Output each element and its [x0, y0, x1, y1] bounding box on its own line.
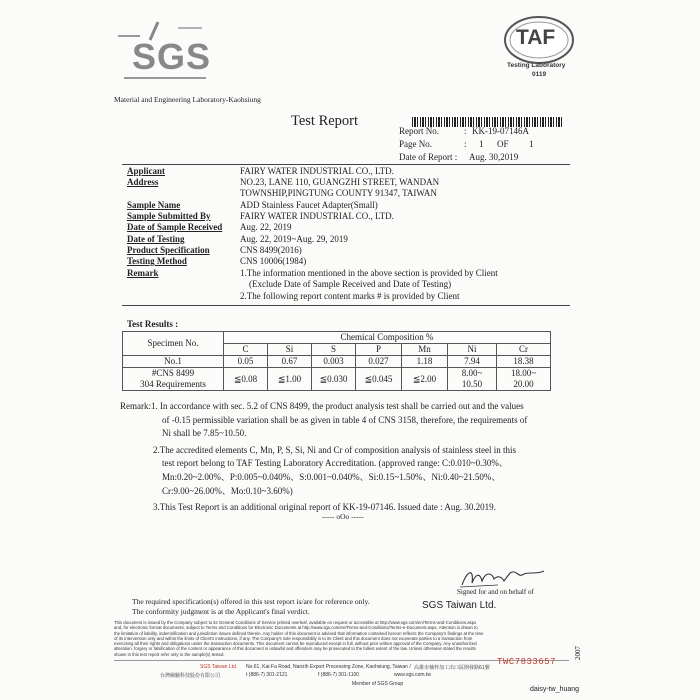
report-no-label: Report No. [399, 126, 439, 136]
footer-tel: t (886-7) 301-2121 [246, 672, 288, 678]
remark-label: Remark [127, 268, 159, 278]
footer-company: SGS Taiwan Ltd. [200, 664, 238, 670]
results-table [122, 331, 551, 391]
footer-address: No.61, Kai-Fa Road, Nanzih Export Processing Zone, Kaohsiung, Taiwan / [246, 664, 411, 670]
date-testing-label: Date of Testing [127, 234, 185, 244]
requirement-cell: ≦2.00 [402, 368, 448, 391]
result-cell: 0.027 [356, 356, 402, 368]
report-no: KK-19-07146A [472, 126, 529, 136]
fine-print-line: alteration, forgery or falsification of the content or appearance of this document is unlawful and offenders may be prosecuted to the fullest extent of the law. Unless otherwise stated the results [114, 646, 476, 652]
remark-3: 3.This Test Report is an additional original report of KK-19-07146. Issued date : Aug. 30.2019. [153, 502, 496, 513]
footer-fax: f (886-7) 301-1100 [318, 672, 360, 678]
remark-2-line-1: 2.The accredited elements C, Mn, P, S, Si, Ni and Cr of composition analysis of stainless steel in this [153, 444, 516, 455]
result-cell: 18.38 [497, 356, 551, 368]
page-no: 1 [479, 139, 484, 149]
form-year: 2007 [574, 646, 582, 660]
requirement-cell: ≦1.00 [268, 368, 312, 391]
remark-1-line-2: of -0.15 permissible variation shall be as given in table 4 of CNS 3158, therefore, the requirements of [162, 414, 528, 425]
fine-print-line: the limitation of liability, indemnification and jurisdiction issues defined therein. Any holder of this document is advised that information contained hereon reflects the Company's findings at the time [114, 630, 484, 636]
result-cell: 1.18 [402, 356, 448, 368]
element-header: C [224, 344, 268, 356]
fields-divider [122, 305, 570, 306]
footer-address-cn: 高雄市楠梓加工出口區開發路61號 [414, 665, 490, 671]
fine-print-line: of its intervention only and within the limits of Client's instructions, if any. The Company's sole responsibility is to its Client and this document does not exonerate parties to a transaction from [114, 635, 473, 641]
result-cell: 0.003 [312, 356, 356, 368]
lab-name: Material and Engineering Laboratory-Kaohsiung [114, 95, 261, 104]
composition-header: Chemical Composition % [224, 332, 551, 344]
product-spec-value: CNS 8499(2016) [240, 245, 302, 255]
requirement-cell: ≦0.08 [224, 368, 268, 391]
requirement-name-1: #CNS 8499 [151, 368, 195, 378]
element-header: Ni [448, 344, 497, 356]
results-heading: Test Results : [127, 319, 179, 329]
requirement-cell: ≦0.030 [312, 368, 356, 391]
footer-company-cn: 台灣檢驗科技股份有限公司 [160, 673, 221, 679]
requirement-ni-min: 8.00~ [461, 368, 483, 378]
remark-2-line-3: Mn:0.20~2.00%、P:0.005~0.040%、S:0.001~0.040%、Si:0.15~1.50%、Ni:0.40~21.50%、 [162, 471, 501, 482]
fine-print-line: This document is issued by the Company subject to its General Conditions of Service printed overleaf, available on request or accessible at http://www.sgs.com/en/Terms-and-Conditions.aspx [114, 620, 477, 625]
requirement-cr-min: 18.00~ [510, 368, 537, 378]
element-header: Cr [497, 344, 551, 356]
disclaimer-1: The required specification(s) offered in this test report is/are for reference only. [132, 597, 370, 606]
of-label: OF [497, 139, 509, 149]
footer-web: www.sgs.com.tw [394, 672, 431, 678]
result-cell: 0.67 [268, 356, 312, 368]
specimen-name: No.1 [123, 356, 224, 368]
remark-1-line-3: Ni shall be 7.85~10.50. [162, 428, 247, 439]
address-label: Address [127, 177, 159, 187]
element-header: P [356, 344, 402, 356]
specimen-header: Specimen No. [123, 332, 224, 356]
remark-1b: (Exclude Date of Sample Received and Date of Testing) [249, 279, 452, 289]
element-header: Mn [402, 344, 448, 356]
date-received-value: Aug. 22, 2019 [240, 222, 292, 232]
date-testing-value: Aug. 22, 2019~Aug. 29, 2019 [240, 234, 348, 244]
element-header: Si [268, 344, 312, 356]
fine-print-line: exercising all their rights and obligations under the transaction documents. This document cannot be reproduced except in full, without prior written approval of the Company. Any unauthorized [114, 641, 477, 647]
report-date: Aug. 30,2019 [469, 152, 519, 162]
remark-1: 1.The information mentioned in the above section is provided by Client [240, 268, 498, 278]
element-header: S [312, 344, 356, 356]
header-divider [122, 164, 570, 165]
date-label: Date of Report : [399, 152, 458, 162]
taf-logo-text: TAF [516, 26, 556, 49]
address-line-1: NO.23, LANE 110, GUANGZHI STREET, WANDAN [240, 177, 440, 187]
taf-number: 0119 [532, 71, 547, 78]
remark-2-line-2: test report belong to TAF Testing Laboratory Accreditation. (approved range: C:0.010~0.30%、 [162, 458, 508, 469]
sgs-logo-text: SGS [132, 36, 212, 77]
submitted-by-value: FAIRY WATER INDUSTRIAL CO., LTD. [240, 211, 394, 221]
applicant-label: Applicant [127, 166, 166, 176]
requirement-cell: ≦0.045 [356, 368, 402, 391]
address-line-2: TOWNSHIP,PINGTUNG COUNTY 91347, TAIWAN [240, 188, 437, 198]
date-received-label: Date of Sample Received [127, 222, 223, 232]
requirement-cell [448, 368, 497, 391]
product-spec-label: Product Specification [127, 245, 210, 255]
sample-name-label: Sample Name [127, 200, 181, 210]
page-title: Test Report [291, 113, 359, 129]
requirement-name-2: 304 Requirements [140, 379, 206, 389]
disclaimer-2: The conformity judgment is at the Applicant's final verdict. [132, 607, 310, 616]
requirement-ni-max: 10.50 [461, 379, 483, 389]
applicant-value: FAIRY WATER INDUSTRIAL CO., LTD. [240, 166, 394, 176]
signed-for: Signed for and on behalf of [457, 588, 534, 596]
testing-method-value: CNS 10006(1984) [240, 256, 307, 266]
signatory-company: SGS Taiwan Ltd. [422, 600, 497, 611]
submitted-by-label: Sample Submitted By [127, 211, 211, 221]
requirement-name [123, 368, 224, 391]
remark-2: 2.The following report content marks # is provided by Client [240, 291, 460, 301]
remark-1-line-1: Remark:1. In accordance with sec. 5.2 of CNS 8499, the product analysis test shall be carried out and the values [120, 401, 524, 411]
result-cell: 0.05 [224, 356, 268, 368]
requirement-cell [497, 368, 551, 391]
page-total: 1 [529, 139, 534, 149]
footer-initials: daisy-tw_huang [530, 686, 580, 693]
test-report-page: SGS TAF Testing Laboratory 0119 Material and Engineering Laboratory-Kaohsiung Test Report Report No. : KK-19-07146A Page No. : 1 OF 1 Date of Report : Aug. 30,2019 Applicant FAIRY WATER INDUSTRIAL CO., LTD. Address NO.23, LANE 110, GUANGZHI STREET, WANDAN TOWNSHIP,PINGTUNG COUNTY 91347, TAIWAN Sample Name ADD Stainless Faucet Adapter(Small) Sample Submitted By FAIRY WATER INDUSTRIAL CO., LTD. Date of Sample Received Aug. 22, 2019 Date of Testing Aug. 22, 2019~Aug. 29, 2019 Product Specification CNS 8499(2016) Testing Method CNS 10006(1984) Remark 1.The information mentioned in the above section is provided by Client (Exclude Date of Sample Received and Date of Testing) 2.The following report content marks # is provided by Client Test Results : Specimen No. Chemical Composition % C Si S P Mn Ni Cr No.1 0.05 0.67 0.003 0.027 1.18 7.94 18.38 #CNS 8499 304 Requirements ≦0.08 ≦1.00 ≦0.030 ≦0.045 ≦2.00 8.00~ 10.50 18.00~ 20.00 Remark:1. In accordance with sec. 5.2 of CNS 8499, the product analysis test shall be carried out and the values of -0.15 permissible variation shall be as given in table 4 of CNS 3158, therefore, the requirements of Ni shall be 7.85~10.50. 2.The accredited elements C, Mn, P, S, Si, Ni and Cr of composition analysis of stainless steel in this test report belong to TAF Testing Laboratory Accreditation. (approved range: C:0.010~0.30%、 Mn:0.20~2.00%、P:0.005~0.040%、S:0.001~0.040%、Si:0.15~1.50%、Ni:0.40~21.50%、 Cr:9.00~26.00%、Mo:0.10~3.60%) 3.This Test Report is an additional original report of KK-19-07146. Issued date : Aug. 30.2019. ----- oOo ----- Signed for and on behalf of SGS Taiwan Ltd. The required specification(s) offered in this test report is/are for reference only. The conformity judgment is at the Applicant's final verdict. This document is issued by the Company subject to its General Conditions of Service printed overleaf, available on request or accessible at http://www.sgs.com/en/Terms-and-Conditions.aspx and, for electronic format documents, subject to Terms and Conditions for Electronic Documents at http://www.sgs.com/en/Terms-and-Conditions/Terms-e-Document.aspx. Attention is drawn to the limitation of liability, indemnification and jurisdiction issues defined therein. Any holder of this document is advised that information contained hereon reflects the Company's findings at the time of its intervention only and within the limits of Client's instructions, if any. The Company's sole responsibility is to its Client and this document does not exonerate parties to a transaction from exercising all their rights and obligations under the transaction documents. This document cannot be reproduced except in full, without prior written approval of the Company. Any unauthorized alteration, forgery or falsification of the content or appearance of this document is unlawful and offenders may be prosecuted to the fullest extent of the law. Unless otherwise stated the results shown in this test report refer only to the sample(s) tested. SGS Taiwan Ltd. 台灣檢驗科技股份有限公司 No.61, Kai-Fa Road, Nanzih Export Processing Zone, Kaohsiung, Taiwan / 高雄市楠梓加工出口區開發路61號 t (886-7) 301-2121 f (886-7) 301-1100 www.sgs.com.tw Member of SGS Group TWC7833657 2007 daisy-tw_huang [0, 0, 700, 700]
result-cell: 7.94 [448, 356, 497, 368]
remarks-block [120, 400, 527, 515]
end-mark: ----- oOo ----- [322, 512, 364, 521]
fine-print-line: shown in this test report refer only to the sample(s) tested. [114, 651, 225, 657]
fine-print [114, 620, 484, 657]
serial-number: TWC7833657 [497, 657, 557, 667]
fine-print-line: and, for electronic format documents, subject to Terms and Conditions for Electronic Documents at http://www.sgs.com/en/Terms-and-Conditions/Terms-e-Document.aspx. Attention is drawn to [114, 625, 478, 631]
sample-name-value: ADD Stainless Faucet Adapter(Small) [240, 200, 378, 210]
requirement-cr-max: 20.00 [513, 379, 534, 389]
testing-method-label: Testing Method [127, 256, 187, 266]
footer-member: Member of SGS Group [352, 681, 404, 687]
taf-caption: Testing Laboratory [507, 62, 566, 69]
page-no-label: Page No. [399, 139, 432, 149]
remark-2-line-4: Cr:9.00~26.00%、Mo:0.10~3.60%) [162, 485, 293, 496]
